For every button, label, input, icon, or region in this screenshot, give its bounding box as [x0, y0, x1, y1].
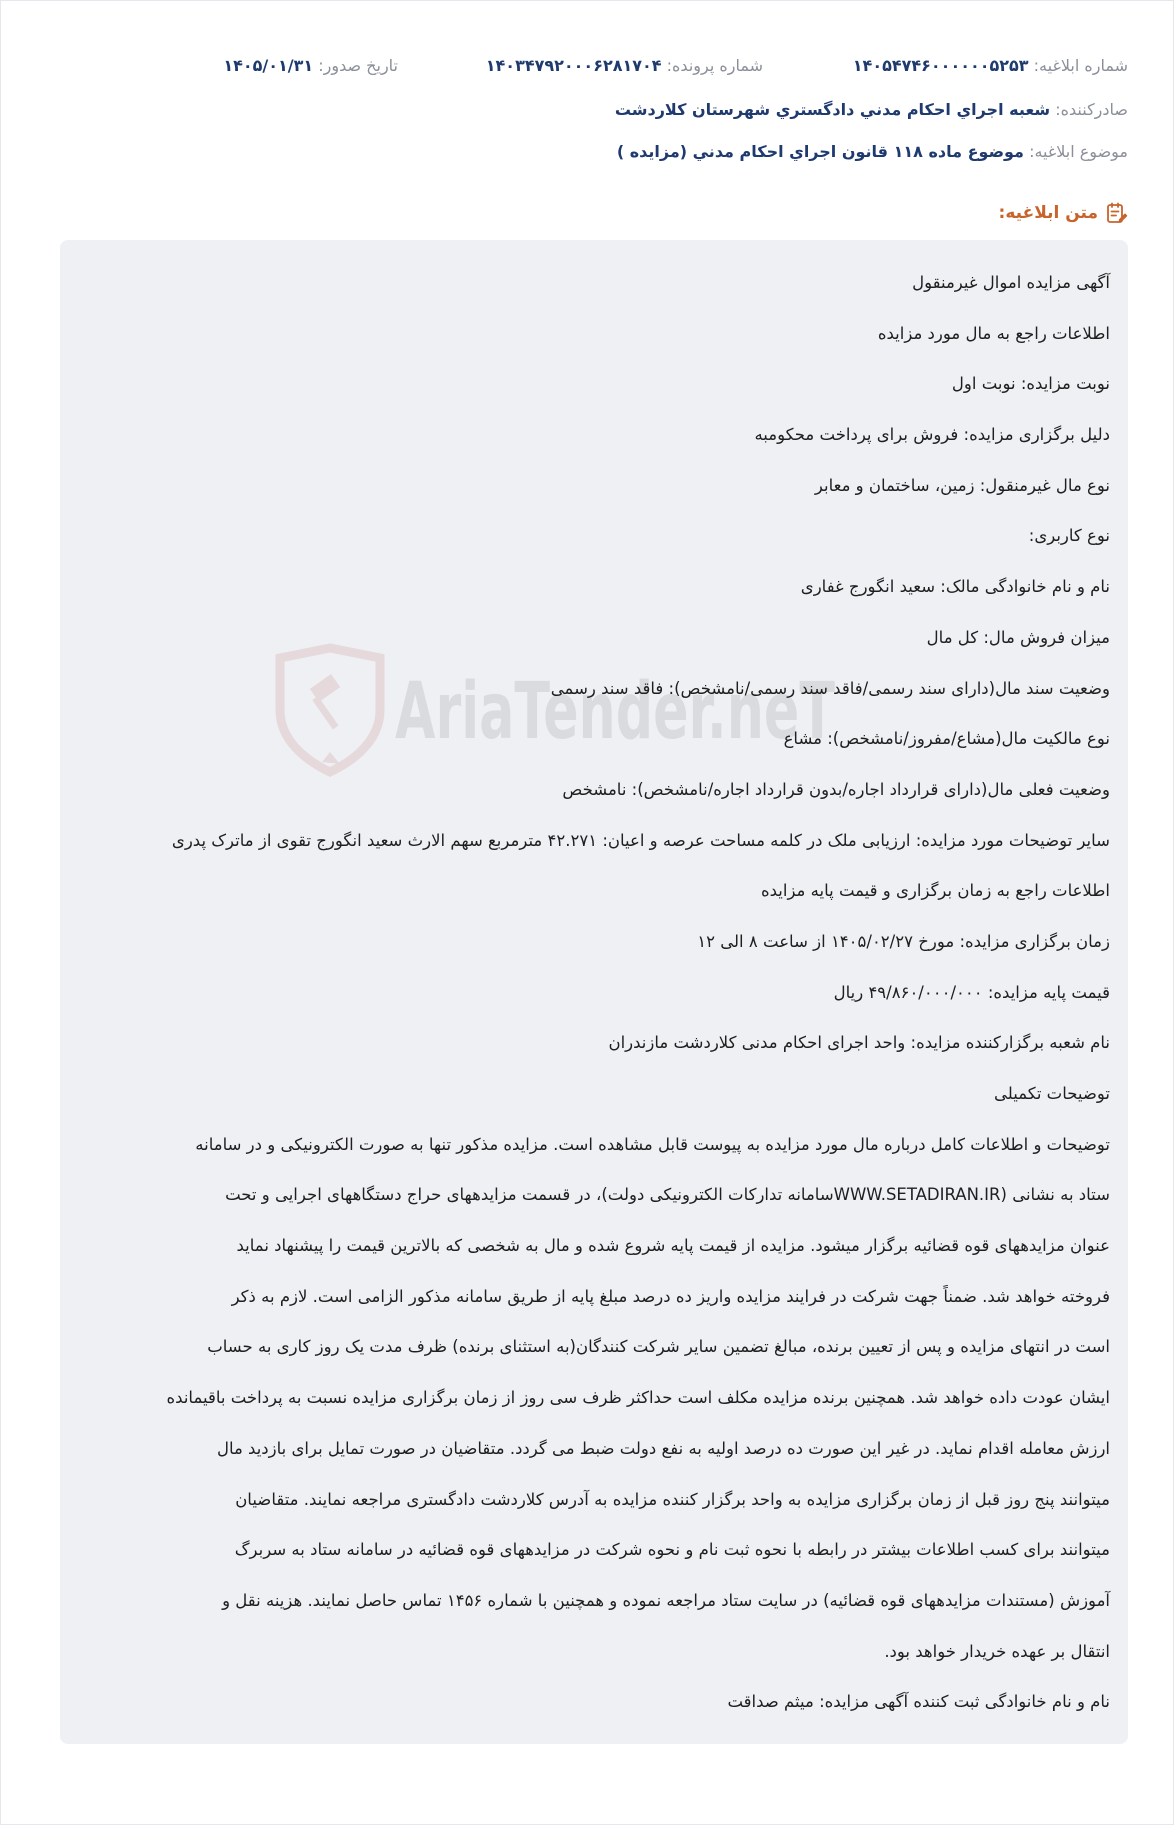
body-line: زمان برگزاری مزایده: مورخ ۱۴۰۵/۰۲/۲۷ از ساعت ۸ الی ۱۲ — [697, 931, 1110, 951]
issuer-value: شعبه اجراي احکام مدني دادگستري شهرستان کلاردشت — [614, 100, 1051, 119]
body-line: ستاد به نشانی (WWW.SETADIRAN.IRسامانه تدارکات الکترونیکی دولت)، در قسمت مزایدههای حراج دستگاههای اجرایی و تحت — [225, 1185, 1110, 1205]
body-line: دلیل برگزاری مزایده: فروش برای پرداخت محکومبه — [754, 425, 1110, 445]
body-line: فروخته خواهد شد. ضمناً جهت شرکت در فرایند مزایده واریز ده درصد مبلغ پایه از طریق سامانه مذکور الزامی است. لازم به ذکر — [231, 1286, 1110, 1306]
body-line: است در انتهای مزایده و پس از تعیین برنده، مبالغ تضمین سایر شرکت کنندگان(به استثنای برنده) ظرف مدت یک روز کاری به حساب — [207, 1337, 1110, 1357]
watermark-text: AriaTender.neT — [395, 667, 835, 757]
body-line: نوع مالکیت مال(مشاع/مفروز/نامشخص): مشاع — [783, 729, 1110, 749]
body-line: انتقال بر عهده خریدار خواهد بود. — [884, 1641, 1110, 1661]
body-line: نام و نام خانوادگی مالک: سعید انگورج غفاری — [800, 577, 1110, 597]
body-line: نوع کاربری: — [1028, 526, 1110, 546]
notice-number-label: شماره ابلاغیه: — [1033, 56, 1128, 75]
body-line: آگهی مزایده اموال غیرمنقول — [912, 273, 1110, 292]
body-line: نام شعبه برگزارکننده مزایده: واحد اجرای احکام مدنی کلاردشت مازندران — [608, 1033, 1110, 1053]
body-line: وضعیت فعلی مال(دارای قرارداد اجاره/بدون قرارداد اجاره/نامشخص): نامشخص — [562, 779, 1110, 799]
issue-date-value: ۱۴۰۵/۰۱/۳۱ — [223, 56, 314, 75]
body-line: قیمت پایه مزایده: ۴۹/۸۶۰/۰۰۰/۰۰۰ ریال — [833, 982, 1110, 1002]
body-line: ایشان عودت داده خواهد شد. همچنین برنده مزایده مکلف است حداکثر ظرف سی روز از زمان برگزاری مزایده نسبت به پرداخت باقیمانده — [166, 1388, 1110, 1408]
body-line: اطلاعات راجع به زمان برگزاری و قیمت پایه مزایده — [760, 881, 1110, 901]
body-line: آموزش (مستندات مزایدههای قوه قضائیه) در سایت ستاد مراجعه نموده و همچنین با شماره ۱۴۵۶ تماس حاصل نمایند. هزینه نقل و — [222, 1590, 1110, 1610]
notice-number — [853, 56, 1128, 75]
body-line: نوبت مزایده: نوبت اول — [951, 374, 1110, 394]
header-meta-row — [46, 56, 1128, 80]
body-line: توضیحات تکمیلی — [994, 1084, 1110, 1103]
issuer-row — [46, 100, 1128, 119]
subject-row — [46, 142, 1128, 161]
body-line: عنوان مزایدههای قوه قضائیه برگزار میشود. مزایده از قیمت پایه شروع شده و مال به شخصی که بالاترین قیمت را پیشنهاد نماید — [236, 1236, 1110, 1256]
body-line: میزان فروش مال: کل مال — [926, 627, 1110, 647]
case-number-label: شماره پرونده: — [666, 56, 763, 75]
body-line: میتوانند برای کسب اطلاعات بیشتر در رابطه با نحوه ثبت نام و نحوه شرکت در مزایدههای قوه قضائیه در سامانه ستاد به سربرگ — [234, 1540, 1110, 1560]
body-line: ارزش معامله اقدام نماید. در غیر این صورت ده درصد اولیه به نفع دولت ضبط می گردد. متقاضیان در صورت تمایل برای بازدید مال — [216, 1438, 1110, 1458]
case-number — [486, 56, 763, 75]
issue-date-label: تاریخ صدور: — [318, 56, 398, 75]
notice-text-heading-label: متن ابلاغیه: — [998, 203, 1098, 223]
document-edit-icon — [1104, 201, 1128, 225]
subject-value: موضوع ماده ۱۱۸ قانون اجراي احکام مدني (مزايده ) — [616, 142, 1024, 161]
notice-body-lines — [160, 258, 1110, 1728]
body-line: وضعیت سند مال(دارای سند رسمی/فاقد سند رسمی/نامشخص): فاقد سند رسمی — [550, 678, 1110, 698]
body-line: توضیحات و اطلاعات کامل درباره مال مورد مزایده به پیوست قابل مشاهده است. مزایده مذکور تنها به صورت الکترونیکی و در سامانه — [195, 1134, 1110, 1154]
body-line: سایر توضیحات مورد مزایده: ارزیابی ملک در کلمه مساحت عرصه و اعیان: ۴۲.۲۷۱ مترمربع سهم الارث سعید انگورج تقوی از ماترک پدری — [171, 830, 1110, 850]
body-line: نوع مال غیرمنقول: زمین، ساختمان و معابر — [814, 475, 1110, 495]
notice-body — [60, 240, 1128, 1744]
notice-text-heading — [999, 201, 1128, 225]
body-line: میتوانند پنج روز قبل از زمان برگزاری مزایده به واحد برگزار کننده مزایده به آدرس کلاردشت دادگستری مراجعه نمایند. متقاضیان — [235, 1489, 1110, 1509]
case-number-value: ۱۴۰۳۴۷۹۲۰۰۰۶۲۸۱۷۰۴ — [485, 56, 662, 75]
body-line: نام و نام خانوادگی ثبت کننده آگهی مزایده: میثم صداقت — [727, 1692, 1110, 1712]
issue-date — [223, 56, 398, 75]
notice-number-value: ۱۴۰۵۴۷۴۶۰۰۰۰۰۰۵۲۵۳ — [852, 56, 1029, 75]
issuer-label: صادرکننده: — [1055, 100, 1128, 119]
subject-label: موضوع ابلاغیه: — [1029, 142, 1128, 161]
body-line: اطلاعات راجع به مال مورد مزایده — [877, 323, 1110, 343]
